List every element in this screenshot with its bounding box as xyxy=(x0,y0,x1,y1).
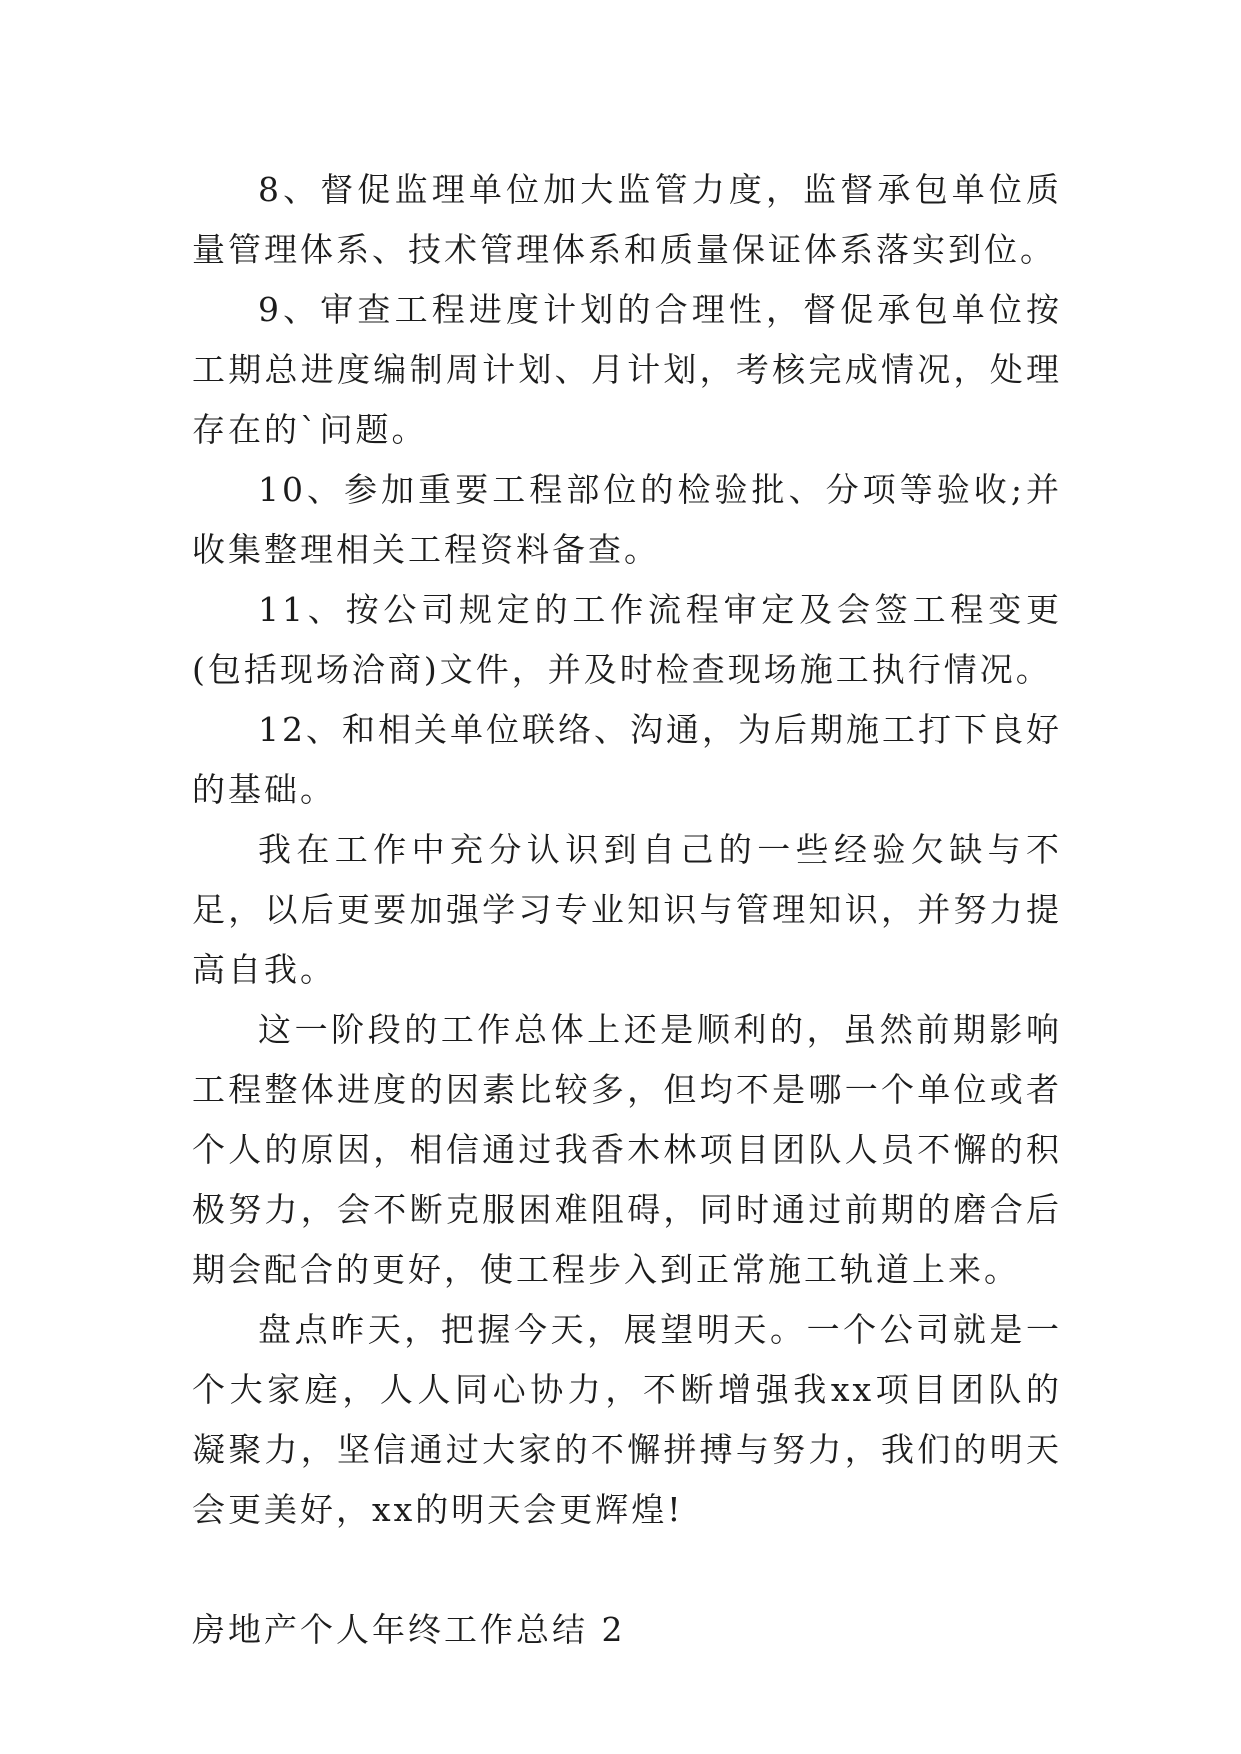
paragraph-stage-summary: 这一阶段的工作总体上还是顺利的，虽然前期影响工程整体进度的因素比较多，但均不是哪一个单位或者个人的原因，相信通过我香木林项目团队人员不懈的积极努力，会不断克服困难阻碍，同时通过前期的磨合后期会配合的更好，使工程步入到正常施工轨道上来。 xyxy=(192,1010,1062,1289)
paragraph-item-11: 11、按公司规定的工作流程审定及会签工程变更(包括现场洽商)文件，并及时检查现场施工执行情况。 xyxy=(192,590,1062,689)
document-body xyxy=(192,160,1062,1660)
paragraph-outlook: 盘点昨天，把握今天，展望明天。一个公司就是一个大家庭，人人同心协力，不断增强我xx项目团队的凝聚力，坚信通过大家的不懈拼搏与努力，我们的明天会更美好，xx的明天会更辉煌! xyxy=(192,1310,1062,1529)
section-heading: 房地产个人年终工作总结 2 xyxy=(192,1610,626,1649)
paragraph-self-reflection: 我在工作中充分认识到自己的一些经验欠缺与不足，以后更要加强学习专业知识与管理知识，并努力提高自我。 xyxy=(192,830,1062,989)
paragraph-item-9: 9、审查工程进度计划的合理性，督促承包单位按工期总进度编制周计划、月计划，考核完成情况，处理存在的`问题。 xyxy=(192,290,1062,449)
paragraph-item-12: 12、和相关单位联络、沟通，为后期施工打下良好的基础。 xyxy=(192,710,1062,809)
paragraph-item-8: 8、督促监理单位加大监管力度，监督承包单位质量管理体系、技术管理体系和质量保证体系落实到位。 xyxy=(192,170,1062,269)
paragraph-item-10: 10、参加重要工程部位的检验批、分项等验收;并收集整理相关工程资料备查。 xyxy=(192,470,1062,569)
